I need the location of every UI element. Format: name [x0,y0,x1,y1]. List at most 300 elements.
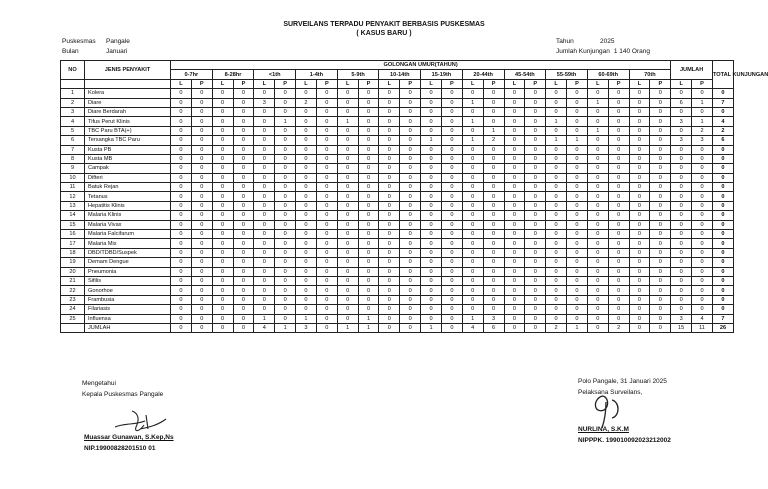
table-row [61,295,734,304]
count-cell: 0 [296,89,317,98]
count-cell: 0 [191,107,212,116]
count-cell: 0 [316,126,337,135]
count-cell: 0 [525,305,546,314]
left-signer-name: Muassar Gunawan, S.Kep,Ns [84,434,174,441]
header-jenis-penyakit: JENIS PENYAKIT [85,61,171,80]
count-cell: 0 [567,239,588,248]
count-cell: 0 [567,286,588,295]
count-cell: 0 [421,164,442,173]
count-cell: 0 [254,305,275,314]
count-cell: 0 [608,192,629,201]
jumlah-cell: 0 [671,107,692,116]
table-row [61,107,734,116]
jumlah-cell: 0 [692,164,713,173]
count-cell: 0 [296,211,317,220]
table-row [61,154,734,163]
count-cell: 0 [296,183,317,192]
row-number: 15 [61,220,85,229]
disease-surveillance-table [60,60,768,333]
count-cell: 0 [275,173,296,182]
count-cell: 0 [358,173,379,182]
count-cell: 0 [504,258,525,267]
count-cell: 0 [358,286,379,295]
count-cell: 0 [629,173,650,182]
row-number: 4 [61,117,85,126]
count-cell: 0 [587,305,608,314]
count-cell: 0 [504,323,525,332]
count-cell: 0 [275,248,296,257]
count-cell: 0 [275,89,296,98]
disease-name: Filariasis [85,305,171,314]
count-cell: 0 [421,258,442,267]
count-cell: 0 [608,154,629,163]
count-cell: 0 [504,126,525,135]
jumlah-cell: 3 [671,136,692,145]
count-cell: 0 [233,230,254,239]
count-cell: 0 [421,305,442,314]
count-cell: 0 [546,154,567,163]
count-cell: 0 [608,230,629,239]
count-cell: 0 [629,314,650,323]
count-cell: 0 [212,183,233,192]
disease-name: Batuk Rejan [85,183,171,192]
count-cell: 0 [233,117,254,126]
count-cell: 0 [275,211,296,220]
count-cell: 0 [296,220,317,229]
puskesmas-label: Puskesmas [62,38,96,45]
count-cell: 0 [191,183,212,192]
count-cell: 0 [254,126,275,135]
count-cell: 0 [462,145,483,154]
disease-name: Frambusia [85,295,171,304]
count-cell: 0 [275,258,296,267]
count-cell: 0 [629,164,650,173]
count-cell: 0 [629,126,650,135]
count-cell: 1 [587,126,608,135]
count-cell: 0 [379,126,400,135]
table-row [61,276,734,285]
count-cell: 0 [233,164,254,173]
jumlah-cell: 0 [671,220,692,229]
count-cell: 0 [191,220,212,229]
count-cell: 0 [421,276,442,285]
count-cell: 0 [650,286,671,295]
count-cell: 0 [441,89,462,98]
total-kunjungan-cell: 0 [712,239,733,248]
count-cell: 0 [316,230,337,239]
disease-name: Tersangka TBC Paru [85,136,171,145]
count-cell: 0 [546,173,567,182]
count-cell: 0 [546,295,567,304]
count-cell: 0 [504,89,525,98]
count-cell: 0 [212,98,233,107]
row-number: 6 [61,136,85,145]
count-cell: 0 [379,164,400,173]
count-cell: 0 [483,239,504,248]
table-row [61,192,734,201]
sex-p-header: P [650,79,671,88]
count-cell: 0 [650,267,671,276]
jumlah-cell: 0 [671,267,692,276]
count-cell: 0 [629,230,650,239]
count-cell: 0 [462,220,483,229]
count-cell: 0 [546,305,567,314]
disease-name: TBC Paru BTA(+) [85,126,171,135]
count-cell: 0 [296,239,317,248]
jumlah-cell: 0 [692,173,713,182]
count-cell: 0 [441,164,462,173]
count-cell: 0 [650,305,671,314]
total-kunjungan-cell: 0 [712,183,733,192]
count-cell: 0 [421,267,442,276]
total-kunjungan-cell: 0 [712,145,733,154]
count-cell: 0 [504,276,525,285]
jumlah-cell: 3 [692,136,713,145]
total-kunjungan-cell: 0 [712,192,733,201]
count-cell: 0 [316,314,337,323]
count-cell: 0 [421,126,442,135]
disease-name: Kolera [85,89,171,98]
count-cell: 0 [608,98,629,107]
count-cell: 0 [629,258,650,267]
count-cell: 0 [650,164,671,173]
count-cell: 0 [421,107,442,116]
signature-right-name-block [578,424,671,446]
count-cell: 0 [441,220,462,229]
count-cell: 0 [483,220,504,229]
age-group-header: 5-9th [337,70,379,79]
count-cell: 0 [171,314,192,323]
count-cell: 0 [608,126,629,135]
count-cell: 0 [504,211,525,220]
count-cell: 0 [650,201,671,210]
count-cell: 4 [254,323,275,332]
count-cell: 0 [233,239,254,248]
count-cell: 0 [629,239,650,248]
count-cell: 0 [171,192,192,201]
count-cell: 0 [525,98,546,107]
count-cell: 0 [421,201,442,210]
count-cell: 0 [379,267,400,276]
count-cell: 0 [629,323,650,332]
count-cell: 0 [441,295,462,304]
count-cell: 1 [275,323,296,332]
sex-p-header: P [692,79,713,88]
count-cell: 0 [441,276,462,285]
count-cell: 1 [462,314,483,323]
disease-name: Tetanus [85,192,171,201]
count-cell: 0 [191,248,212,257]
count-cell: 0 [483,183,504,192]
count-cell: 0 [462,107,483,116]
count-cell: 0 [171,201,192,210]
total-kunjungan-cell: 0 [712,89,733,98]
count-cell: 0 [337,126,358,135]
jumlah-cell: 0 [692,267,713,276]
count-cell: 0 [567,89,588,98]
disease-name: Malaria Vivax [85,220,171,229]
count-cell: 0 [358,164,379,173]
count-cell: 0 [379,305,400,314]
count-cell: 0 [525,211,546,220]
count-cell: 0 [608,89,629,98]
count-cell: 0 [567,276,588,285]
count-cell: 0 [275,230,296,239]
count-cell: 0 [462,258,483,267]
count-cell: 0 [212,117,233,126]
sex-l-header: L [254,79,275,88]
count-cell: 0 [316,220,337,229]
count-cell: 0 [400,267,421,276]
count-cell: 0 [546,183,567,192]
count-cell: 0 [421,286,442,295]
header-blank-no [61,79,85,88]
sex-p-header: P [483,79,504,88]
jumlah-cell: 15 [671,323,692,332]
total-kunjungan-cell: 4 [712,117,733,126]
count-cell: 1 [587,98,608,107]
count-cell: 0 [587,211,608,220]
count-cell: 0 [316,145,337,154]
disease-name: Kusta PB [85,145,171,154]
count-cell: 0 [441,117,462,126]
count-cell: 0 [296,248,317,257]
jumlah-cell: 11 [692,323,713,332]
total-kunjungan-cell: 0 [712,258,733,267]
count-cell: 0 [567,154,588,163]
count-cell: 0 [483,276,504,285]
count-cell: 0 [483,211,504,220]
count-cell: 0 [546,248,567,257]
count-cell: 0 [316,117,337,126]
count-cell: 0 [233,107,254,116]
count-cell: 0 [191,295,212,304]
count-cell: 0 [191,276,212,285]
count-cell: 0 [337,98,358,107]
total-kunjungan-cell: 0 [712,154,733,163]
count-cell: 0 [171,295,192,304]
count-cell: 0 [316,248,337,257]
count-cell: 0 [296,117,317,126]
count-cell: 0 [379,211,400,220]
disease-name: Malaria Klinis [85,211,171,220]
count-cell: 1 [421,323,442,332]
row-number: 3 [61,107,85,116]
count-cell: 0 [171,98,192,107]
sex-p-header: P [191,79,212,88]
total-kunjungan-cell: 7 [712,98,733,107]
count-cell: 0 [316,323,337,332]
sex-p-header: P [275,79,296,88]
count-cell: 0 [316,154,337,163]
count-cell: 0 [171,117,192,126]
count-cell: 0 [400,248,421,257]
count-cell: 0 [337,230,358,239]
count-cell: 0 [233,211,254,220]
count-cell: 0 [233,192,254,201]
count-cell: 0 [587,314,608,323]
header-golongan-umur: GOLONGAN UMUR(TAHUN) [171,61,671,70]
count-cell: 0 [212,323,233,332]
count-cell: 0 [587,164,608,173]
count-cell: 0 [400,314,421,323]
count-cell: 0 [337,248,358,257]
jumlah-cell: 0 [692,230,713,239]
total-kunjungan-cell: 0 [712,248,733,257]
count-cell: 0 [608,314,629,323]
count-cell: 0 [462,183,483,192]
count-cell: 0 [337,220,358,229]
count-cell: 0 [337,305,358,314]
count-cell: 0 [546,286,567,295]
count-cell: 0 [650,183,671,192]
count-cell: 0 [587,107,608,116]
count-cell: 0 [504,248,525,257]
count-cell: 0 [316,295,337,304]
count-cell: 0 [608,145,629,154]
count-cell: 0 [296,173,317,182]
sex-l-header: L [587,79,608,88]
disease-name: Pneumonia [85,267,171,276]
count-cell: 0 [379,136,400,145]
table-row [61,164,734,173]
total-kunjungan-cell: 0 [712,305,733,314]
tahun-label: Tahun [556,38,574,45]
count-cell: 0 [567,220,588,229]
disease-name: Diare Berdarah [85,107,171,116]
count-cell: 0 [441,154,462,163]
table-row [61,183,734,192]
count-cell: 0 [233,286,254,295]
count-cell: 0 [608,173,629,182]
right-signer-nip: NIPPPK. 199010092023212002 [578,437,671,444]
total-row [61,323,734,332]
count-cell: 0 [233,323,254,332]
count-cell: 0 [275,295,296,304]
count-cell: 0 [441,173,462,182]
count-cell: 0 [504,183,525,192]
count-cell: 0 [191,323,212,332]
count-cell: 0 [650,276,671,285]
count-cell: 0 [275,145,296,154]
age-group-header: 15-19th [421,70,463,79]
row-number: 25 [61,314,85,323]
mengetahui-label: Mengetahui [82,380,116,387]
count-cell: 1 [254,314,275,323]
disease-name: Malaria Falcifarum [85,230,171,239]
count-cell: 0 [191,286,212,295]
count-cell: 0 [379,173,400,182]
count-cell: 0 [546,192,567,201]
count-cell: 3 [254,98,275,107]
count-cell: 0 [275,183,296,192]
count-cell: 1 [462,136,483,145]
count-cell: 0 [212,267,233,276]
count-cell: 1 [462,98,483,107]
jumlah-cell: 0 [692,286,713,295]
count-cell: 0 [421,89,442,98]
count-cell: 0 [275,98,296,107]
count-cell: 0 [525,220,546,229]
count-cell: 0 [483,117,504,126]
count-cell: 0 [650,323,671,332]
table-row [61,230,734,239]
count-cell: 0 [212,192,233,201]
row-number: 2 [61,98,85,107]
jumlah-cell: 4 [692,314,713,323]
count-cell: 0 [254,267,275,276]
report-title: SURVEILANS TERPADU PENYAKIT BERBASIS PUSKESMAS [283,21,485,28]
count-cell: 0 [191,267,212,276]
count-cell: 0 [441,286,462,295]
right-signer-name: NURLINA, S.K.M [578,426,629,433]
disease-name: Hepatitis Klinis [85,201,171,210]
age-group-header: 55-59th [546,70,588,79]
count-cell: 0 [358,201,379,210]
count-cell: 0 [171,239,192,248]
disease-name: Malaria Mix [85,239,171,248]
count-cell: 0 [358,183,379,192]
count-cell: 0 [525,258,546,267]
count-cell: 0 [275,192,296,201]
count-cell: 0 [400,136,421,145]
count-cell: 0 [608,211,629,220]
count-cell: 0 [254,173,275,182]
count-cell: 0 [587,192,608,201]
count-cell: 0 [358,98,379,107]
count-cell: 0 [171,183,192,192]
count-cell: 0 [421,211,442,220]
count-cell: 0 [233,314,254,323]
count-cell: 0 [358,117,379,126]
table-row [61,239,734,248]
count-cell: 0 [483,230,504,239]
table-row [61,201,734,210]
count-cell: 0 [212,126,233,135]
count-cell: 0 [462,295,483,304]
jumlah-cell: 0 [692,201,713,210]
count-cell: 0 [567,305,588,314]
count-cell: 0 [504,267,525,276]
count-cell: 0 [191,211,212,220]
count-cell: 0 [400,173,421,182]
count-cell: 0 [400,154,421,163]
count-cell: 0 [462,154,483,163]
count-cell: 0 [567,107,588,116]
count-cell: 0 [462,201,483,210]
count-cell: 0 [337,136,358,145]
count-cell: 0 [171,248,192,257]
sex-l-header: L [171,79,192,88]
count-cell: 0 [504,295,525,304]
row-number: 9 [61,164,85,173]
count-cell: 0 [421,295,442,304]
count-cell: 0 [171,220,192,229]
count-cell: 0 [358,220,379,229]
count-cell: 0 [441,258,462,267]
jumlah-cell: 0 [692,211,713,220]
count-cell: 0 [296,276,317,285]
jumlah-cell: 0 [671,305,692,314]
row-number: 22 [61,286,85,295]
count-cell: 0 [650,145,671,154]
count-cell: 0 [400,201,421,210]
count-cell: 0 [296,126,317,135]
count-cell: 0 [546,98,567,107]
count-cell: 0 [567,98,588,107]
count-cell: 0 [337,267,358,276]
count-cell: 0 [546,145,567,154]
